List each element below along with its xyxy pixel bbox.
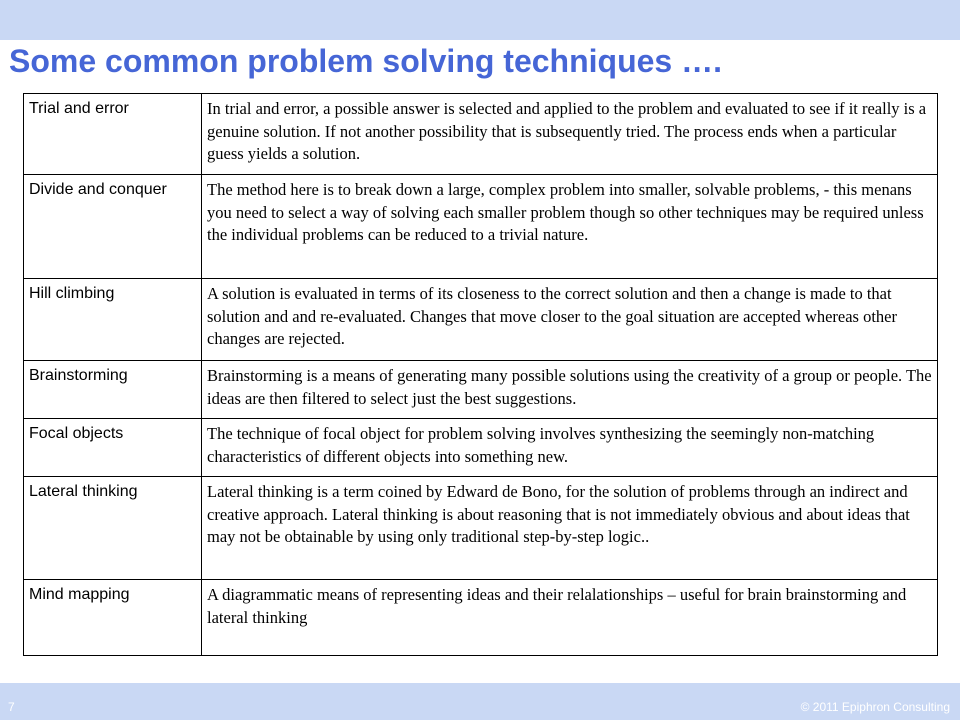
technique-description: A diagrammatic means of representing ideas and their relalationships – useful for brain brainstorming and lateral thinking	[202, 580, 938, 656]
technique-term: Divide and conquer	[24, 175, 202, 279]
slide-title: Some common problem solving techniques ….	[9, 43, 722, 79]
page-number: 7	[8, 700, 15, 714]
technique-description: The method here is to break down a large, complex problem into smaller, solvable problems, - this menans you need to select a way of solving each smaller problem though so other techniques may be required unless the individual problems can be reduced to a trivial nature.	[202, 175, 938, 279]
technique-term: Hill climbing	[24, 279, 202, 361]
table-row	[24, 419, 938, 477]
techniques-table	[23, 93, 938, 656]
technique-description: Brainstorming is a means of generating many possible solutions using the creativity of a group or people. The ideas are then filtered to select just the best suggestions.	[202, 361, 938, 419]
technique-term: Mind mapping	[24, 580, 202, 656]
technique-term: Brainstorming	[24, 361, 202, 419]
table-row	[24, 580, 938, 656]
technique-description: In trial and error, a possible answer is selected and applied to the problem and evaluated to see if it really is a genuine solution. If not another possibility that is subsequently tried. The process ends when a particular guess yields a solution.	[202, 94, 938, 175]
table-row	[24, 94, 938, 175]
copyright-notice: © 2011 Epiphron Consulting	[800, 700, 950, 714]
table-row	[24, 279, 938, 361]
technique-description: Lateral thinking is a term coined by Edward de Bono, for the solution of problems through an indirect and creative approach. Lateral thinking is about reasoning that is not immediately obvious and about ideas that may not be obtainable by using only traditional step-by-step logic..	[202, 477, 938, 580]
technique-description: The technique of focal object for problem solving involves synthesizing the seemingly non-matching characteristics of different objects into something new.	[202, 419, 938, 477]
table-row	[24, 175, 938, 279]
technique-description: A solution is evaluated in terms of its closeness to the correct solution and then a change is made to that solution and and re-evaluated. Changes that move closer to the goal situation are accepted whereas other changes are rejected.	[202, 279, 938, 361]
table-row	[24, 361, 938, 419]
table-row	[24, 477, 938, 580]
technique-term: Trial and error	[24, 94, 202, 175]
technique-term: Focal objects	[24, 419, 202, 477]
technique-term: Lateral thinking	[24, 477, 202, 580]
header-band	[0, 0, 960, 40]
